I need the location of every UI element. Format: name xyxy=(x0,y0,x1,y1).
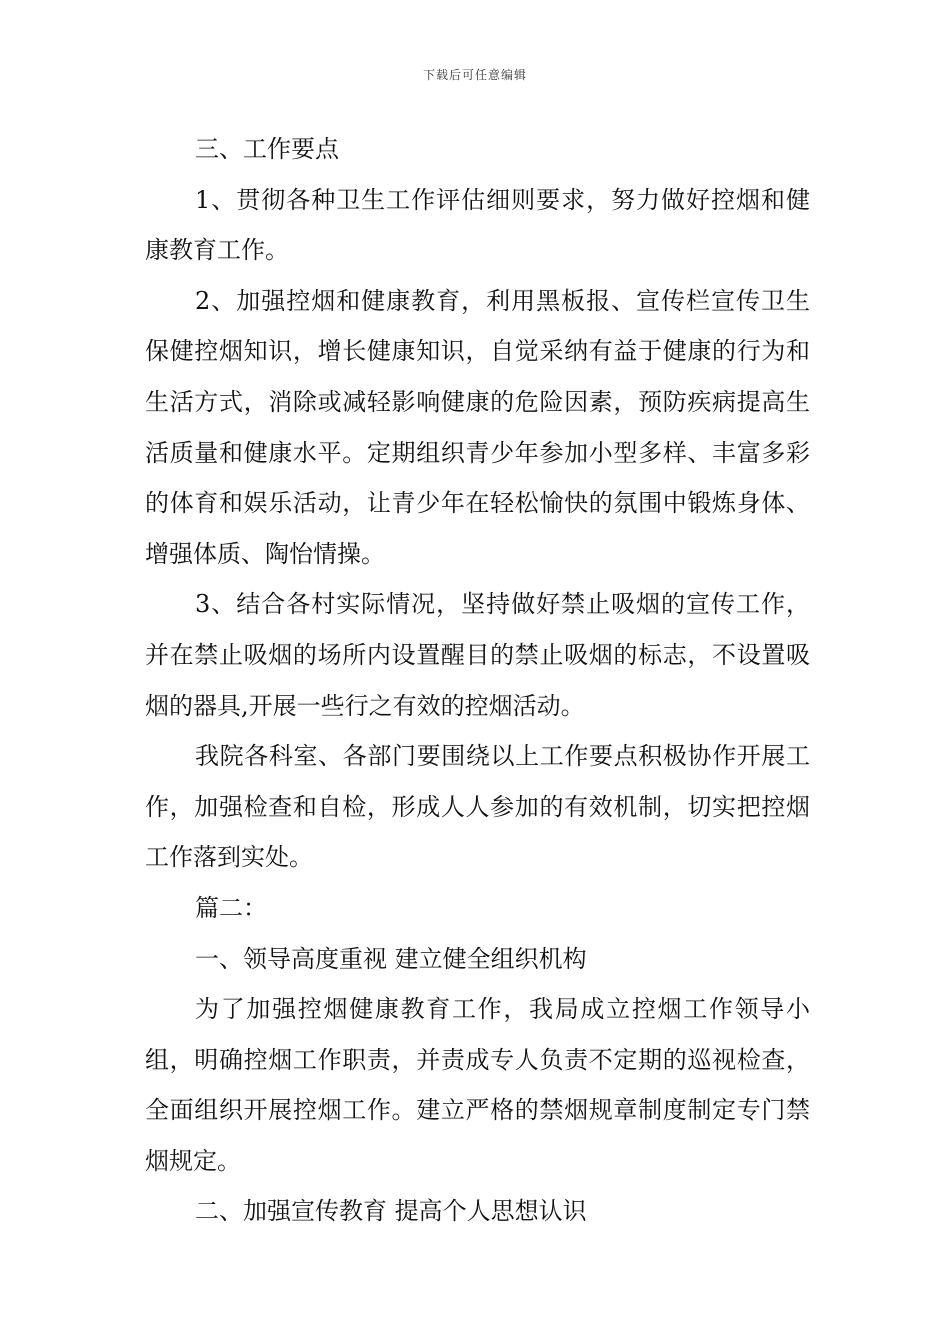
section-heading-work-points: 三、工作要点 xyxy=(195,135,339,163)
section-heading-leadership: 一、领导高度重视 建立健全组织机构 xyxy=(195,944,587,973)
section-heading-publicity: 二、加强宣传教育 提高个人思想认识 xyxy=(195,1197,587,1226)
page-header-note: 下载后可任意编辑 xyxy=(422,68,527,82)
paragraph-leadership: 为了加强控烟健康教育工作，我局成立控烟工作领导小组，明确控烟工作职责，并责成专人负责不定期的巡视检查，全面组织开展控烟工作。建立严格的禁烟规章制度制定专门禁烟规定。 xyxy=(145,995,810,1175)
paragraph-item-1: 1、贯彻各种卫生工作评估细则要求，努力做好控烟和健康教育工作。 xyxy=(145,185,810,265)
paragraph-item-3: 3、结合各村实际情况，坚持做好禁止吸烟的宣传工作，并在禁止吸烟的场所内设置醒目的禁止吸烟的标志，不设置吸烟的器具,开展一些行之有效的控烟活动。 xyxy=(145,590,810,720)
paragraph-summary: 我院各科室、各部门要围绕以上工作要点积极协作开展工作，加强检查和自检，形成人人参加的有效机制，切实把控烟工作落到实处。 xyxy=(145,742,810,872)
section-heading-part-two: 篇二： xyxy=(195,893,267,922)
document-body xyxy=(145,124,810,1237)
paragraph-item-2: 2、加强控烟和健康教育，利用黑板报、宣传栏宣传卫生保健控烟知识，增长健康知识，自觉采纳有益于健康的行为和生活方式，消除或减轻影响健康的危险因素，预防疾病提高生活质量和健康水平。定期组织青少年参加小型多样、丰富多彩的体育和娱乐活动，让青少年在轻松愉快的氛围中锻炼身体、增强体质、陶怡情操。 xyxy=(145,286,810,568)
